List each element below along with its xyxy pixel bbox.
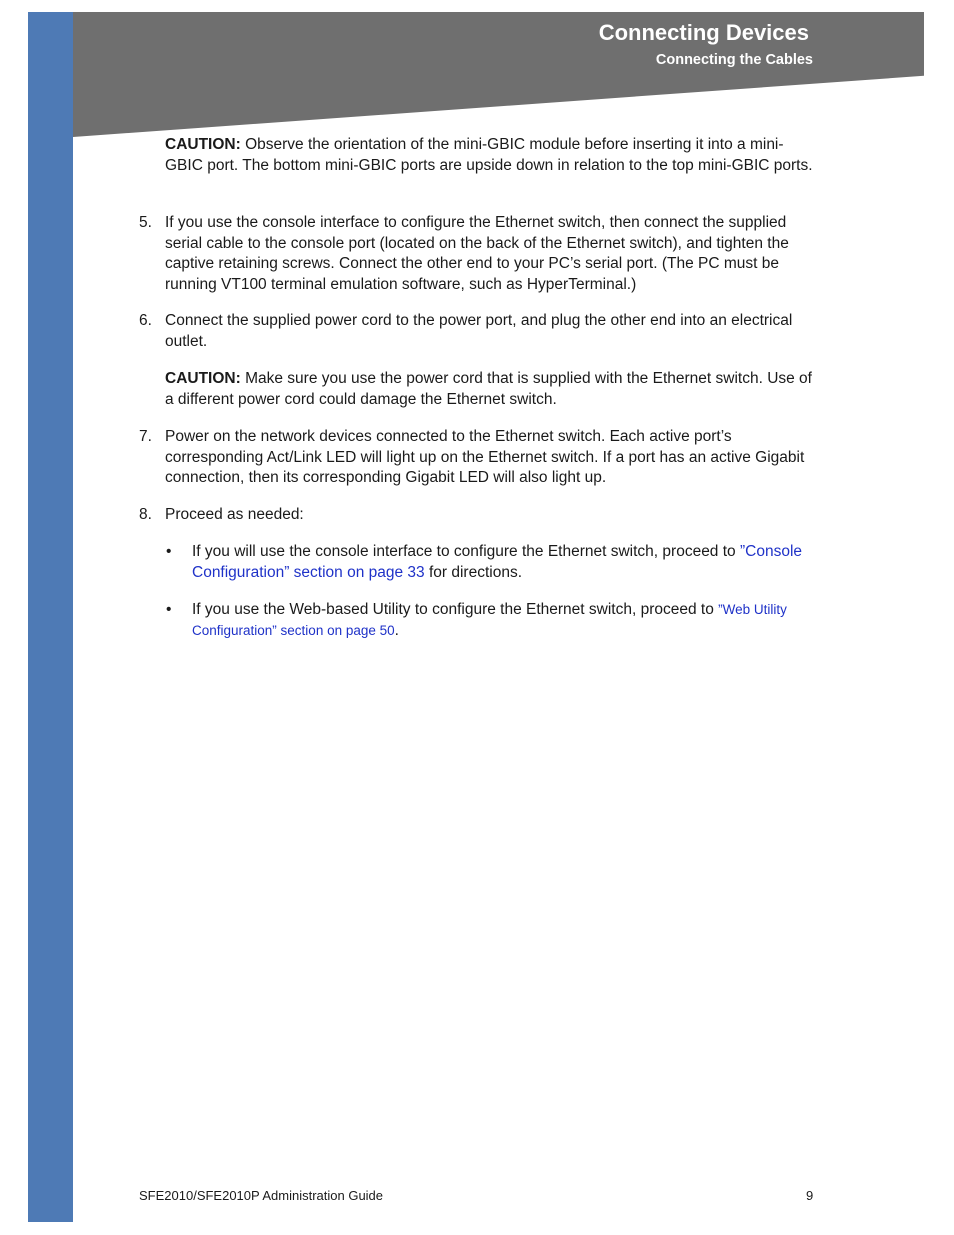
page-number: 9 bbox=[806, 1188, 814, 1203]
web-utility-configuration-link[interactable]: ”Web Utility Configuration” section on page 50 bbox=[192, 602, 787, 638]
step-number: 8. bbox=[139, 506, 152, 523]
bullet-marker: • bbox=[166, 543, 172, 560]
bullet-text: . bbox=[394, 621, 399, 639]
footer-guide-title: SFE2010/SFE2010P Administration Guide bbox=[139, 1188, 384, 1203]
bullet-text: If you will use the console interface to configure the Ethernet switch, proceed to bbox=[192, 543, 740, 560]
step-number: 6. bbox=[139, 312, 152, 329]
caution-text: Observe the orientation of the mini-GBIC module before inserting it into a mini-GBIC port. The bottom mini-GBIC ports are upside down in relation to the top mini-GBIC ports. bbox=[165, 136, 813, 174]
step-number: 5. bbox=[139, 214, 152, 231]
chapter-title: Connecting Devices bbox=[598, 20, 809, 45]
step-text: Power on the network devices connected to the Ethernet switch. Each active port’s corresponding Act/Link LED will light up on the Ethernet switch. If a port has an active Gigabit connection, then its corresponding Gigabit LED will also light up. bbox=[165, 428, 805, 486]
bullet-text: If you use the Web-based Utility to configure the Ethernet switch, proceed to bbox=[192, 601, 719, 618]
caution-note-power bbox=[165, 369, 817, 410]
step-text: If you use the console interface to configure the Ethernet switch, then connect the supplied serial cable to the console port (located on the back of the Ethernet switch), and tighten the captive retaining screws. Connect the other end to your PC’s serial port. (The PC must be running VT100 terminal emulation software, such as HyperTerminal.) bbox=[165, 214, 789, 293]
bullet-item bbox=[192, 542, 817, 583]
bullet-item bbox=[192, 600, 817, 641]
bullet-text: for directions. bbox=[424, 563, 523, 581]
caution-note-gbic bbox=[165, 135, 817, 176]
caution-text: Make sure you use the power cord that is supplied with the Ethernet switch. Use of a different power cord could damage the Ethernet switch. bbox=[165, 370, 812, 408]
step-number: 7. bbox=[139, 428, 152, 445]
caution-label: CAUTION: bbox=[165, 136, 241, 153]
step-text: Proceed as needed: bbox=[165, 506, 304, 523]
step-text: Connect the supplied power cord to the power port, and plug the other end into an electrical outlet. bbox=[165, 312, 793, 350]
console-configuration-link[interactable]: ”Console Configuration” section on page 33 bbox=[192, 543, 803, 581]
caution-label: CAUTION: bbox=[165, 370, 241, 387]
sidebar-accent bbox=[28, 12, 73, 1222]
section-title: Connecting the Cables bbox=[655, 52, 813, 68]
bullet-marker: • bbox=[166, 601, 172, 618]
